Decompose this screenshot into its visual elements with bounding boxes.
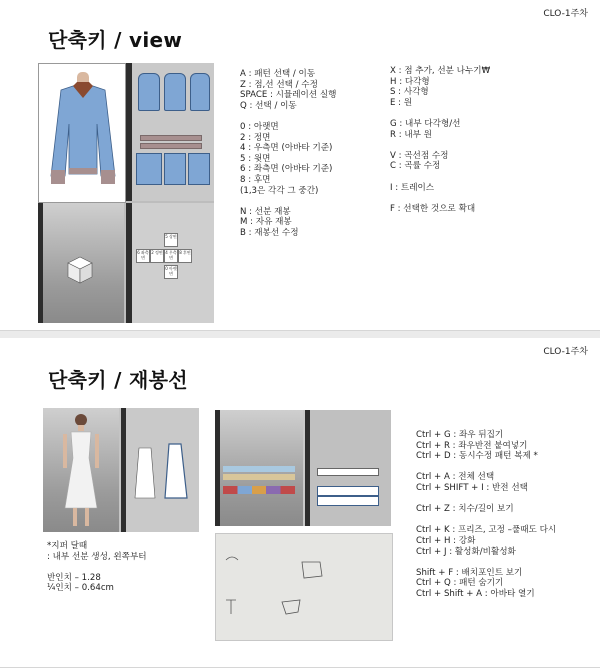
cube-face-bottom: 0 아랫면 xyxy=(164,265,178,279)
slide-tag: CLO-1주차 xyxy=(543,9,588,19)
zipper-notes: *지퍼 달때 : 내부 선분 생성, 왼쪽부터 반인치 – 1.28 ¼인치 – 0.64cm xyxy=(47,541,147,594)
slide-sewing xyxy=(0,338,600,668)
avatar-3d-viewport xyxy=(38,63,126,203)
cube-face-top: 5 상면 xyxy=(164,233,178,247)
dress-3d-viewport xyxy=(43,408,119,532)
jacket-illustration xyxy=(39,64,125,202)
dress-patterns xyxy=(121,408,199,532)
pattern-3d-viewport xyxy=(215,410,303,526)
slide-tag: CLO-1주차 xyxy=(543,347,588,357)
cube-face-right: 8 후면 xyxy=(178,249,192,263)
cube-face-left2: 2 정면 xyxy=(150,249,164,263)
clo-screenshot xyxy=(38,63,214,323)
shortcut-list-left: A : 패턴 선택 / 이동 Z : 점,선 선택 / 수정 SPACE : 시뮬레이션 실행 Q : 선택 / 이동 0 : 아랫면 2 : 정면 4 : 우측면 (아바타 기준) 5 : 윗면 6 : 좌측면 (아바타 기준) 8 : 후면 (1,3은 각각 그 중간) N : 선분 재봉 M : 자유 재봉 B : 재봉선 수정 xyxy=(240,69,337,238)
shortcut-list-right: X : 점 추가, 선분 나누기₩ H : 다각형 S : 사각형 E : 원 G : 내부 다각형/선 R : 내부 원 V : 곡선점 수정 C : 곡률 수정 I : 트레이스 F : 선택한 것으로 확대 xyxy=(390,66,491,214)
dress-2d-viewport xyxy=(121,408,199,532)
slide-title: 단축키 / view xyxy=(48,28,183,52)
pattern-2d-viewport xyxy=(126,63,214,201)
dress-avatar xyxy=(43,408,119,532)
view-cube-net-panel xyxy=(126,203,214,323)
dress-screenshot xyxy=(43,408,199,532)
shortcut-list-sewing: Ctrl + G : 좌우 뒤집기 Ctrl + R : 좌우반전 붙여넣기 Ctrl + D : 동시수정 패턴 복제 * Ctrl + A : 전체 선택 Ctrl + SHIFT + I : 반전 선택 Ctrl + Z : 치수/길이 보기 Ctrl + K : 프리즈, 고정 –풀때도 다시 Ctrl + H : 강화 Ctrl + J : 활성화/비활성화 Shift + F : 배치포인트 보기 Ctrl + Q : 패턴 숨기기 Ctrl + Shift + A : 아바타 열기 xyxy=(416,430,557,599)
hand-sketch-image xyxy=(215,533,393,641)
slide-view xyxy=(0,0,600,331)
cube-face-left: 6 좌측면 xyxy=(136,249,150,263)
sketch-drawing xyxy=(216,534,392,640)
view-cube-viewport xyxy=(38,203,124,323)
slide-title: 단축키 / 재봉선 xyxy=(48,368,188,392)
pattern-2d-viewport xyxy=(305,410,391,526)
pattern-screenshot xyxy=(215,410,391,526)
view-cube-icon xyxy=(38,203,124,323)
cube-face-front: 4 우측면 xyxy=(164,249,178,263)
